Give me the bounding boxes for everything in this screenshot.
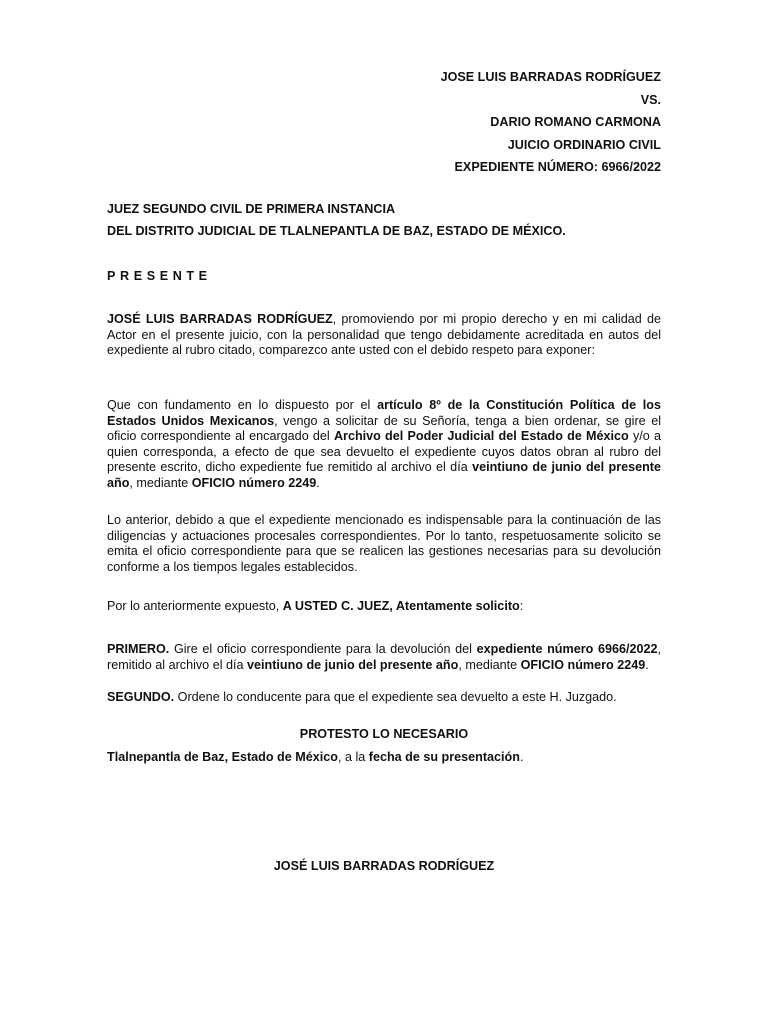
oficio-number: OFICIO número 2249 — [520, 657, 646, 672]
point-text: Ordene lo conducente para que el expediente sea devuelto a este H. Juzgado. — [174, 690, 617, 704]
request-text: Por lo anteriormente expuesto, — [107, 599, 283, 613]
caption-case-type: JUICIO ORDINARIO CIVIL — [507, 137, 661, 152]
place-and-date — [107, 750, 661, 766]
place-name: Tlalnepantla de Baz, Estado de México — [107, 750, 338, 764]
paragraph-introduction — [107, 312, 661, 359]
request-bold: A USTED C. JUEZ, Atentamente solicito — [282, 599, 520, 613]
point-text: . — [645, 657, 649, 672]
caption-defendant: DARIO ROMANO CARMONA — [490, 115, 661, 129]
date-phrase: fecha de su presentación — [368, 750, 520, 764]
petition-text: , mediante — [129, 475, 192, 490]
case-caption — [441, 70, 661, 183]
petition-text: , vengo a solicitar de su Señoría, tenga a bien ordenar, se gire el oficio correspondiente al encargado del — [107, 413, 662, 443]
paragraph-request — [107, 599, 661, 615]
point-segundo — [107, 690, 661, 706]
signature-name: JOSÉ LUIS BARRADAS RODRÍGUEZ — [273, 859, 495, 873]
paragraph-justification: Lo anterior, debido a que el expediente mencionado es indispensable para la continuación de las diligencias y actuaciones procesales correspondientes. Por lo tanto, respetuosamente solicito se emita el oficio correspondiente para que se realicen las gestiones necesarias para su devolución conforme a los tiempos legales establecidos. — [107, 513, 661, 574]
point-label: PRIMERO. — [107, 642, 170, 656]
archive-name: Archivo del Poder Judicial del Estado de México — [333, 429, 629, 443]
point-text: , remitido al archivo el día — [107, 642, 661, 672]
constitution-reference: artículo 8º de la Constitución Política de los Estados Unidos Mexicanos — [107, 398, 662, 428]
point-primero — [107, 642, 661, 673]
remittance-date: veintiuno de junio del presente año — [107, 460, 662, 490]
point-text: , mediante — [458, 657, 521, 672]
point-label: SEGUNDO. — [107, 690, 175, 704]
petition-text: Que con fundamento en lo dispuesto por el — [107, 398, 378, 412]
addressee — [107, 202, 661, 246]
oficio-number: OFICIO número 2249 — [191, 475, 317, 490]
addressee-district: DEL DISTRITO JUDICIAL DE TLALNEPANTLA DE BAZ, ESTADO DE MÉXICO. — [107, 224, 566, 238]
request-text: : — [519, 599, 524, 613]
point-text: Gire el oficio correspondiente para la devolución del — [169, 642, 477, 656]
place-text: , a la — [337, 750, 369, 764]
addressee-judge: JUEZ SEGUNDO CIVIL DE PRIMERA INSTANCIA — [107, 202, 396, 216]
promovente-name: JOSÉ LUIS BARRADAS RODRÍGUEZ — [107, 312, 333, 326]
paragraph-petition — [107, 398, 661, 491]
file-number: expediente número 6966/2022 — [476, 642, 658, 656]
presente-heading: PRESENTE — [107, 269, 212, 283]
caption-plaintiff: JOSE LUIS BARRADAS RODRÍGUEZ — [440, 70, 661, 84]
remittance-date: veintiuno de junio del presente año — [247, 657, 459, 672]
caption-versus: VS. — [640, 92, 661, 107]
place-text: . — [519, 750, 524, 764]
caption-file-number: EXPEDIENTE NÚMERO: 6966/2022 — [454, 160, 661, 174]
intro-text: , promoviendo por mi propio derecho y en mi calidad de Actor en el presente juicio, con la personalidad que tengo debidamente acreditada en autos del expediente al rubro citado, comparezco ante usted con el debido respeto para exponer: — [107, 312, 661, 357]
petition-text: . — [316, 475, 320, 490]
petition-text: y/o a quien corresponda, a efecto de que sea devuelto el expediente cuyos datos obran al rubro del presente escrito, dicho expediente fue remitido al archivo el día — [107, 429, 661, 474]
protesto-line: PROTESTO LO NECESARIO — [299, 727, 469, 741]
